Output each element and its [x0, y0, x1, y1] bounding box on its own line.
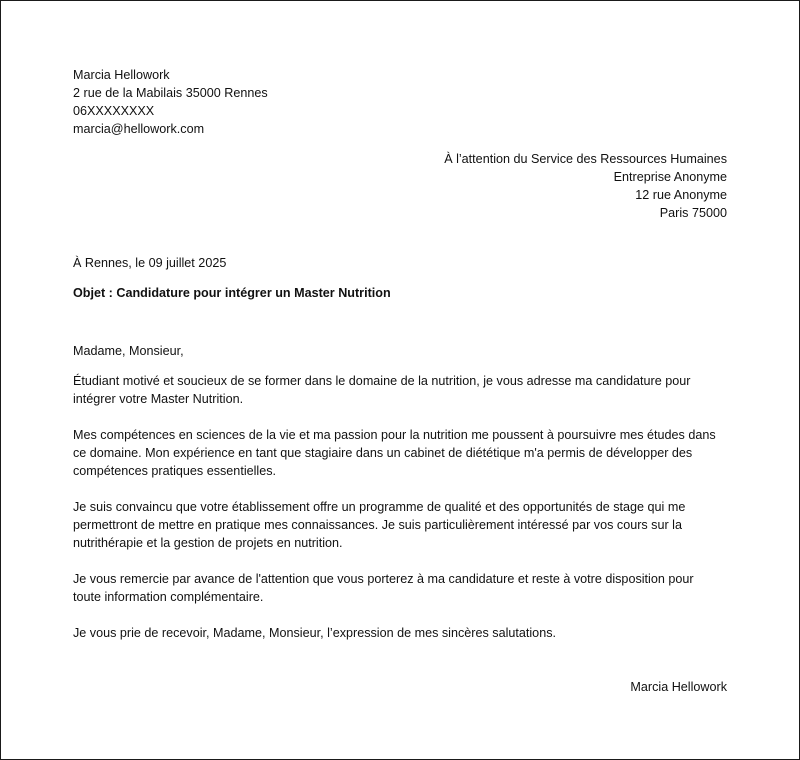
- closing-paragraph: [73, 624, 733, 642]
- sender-email: marcia@hellowork.com: [73, 122, 205, 136]
- paragraph-line: Je suis convaincu que votre établissement offre un programme de qualité et des opportunités de stage qui me: [73, 500, 686, 514]
- salutation: Madame, Monsieur,: [73, 344, 184, 358]
- paragraph-line: permettront de mettre en pratique mes connaissances. Je suis particulièrement intéressé par vos cours sur la: [73, 518, 682, 532]
- paragraph-line: Je vous prie de recevoir, Madame, Monsieur, l’expression de mes sincères salutations.: [73, 626, 556, 640]
- paragraph: [73, 372, 733, 408]
- sender-address: 2 rue de la Mabilais 35000 Rennes: [73, 86, 268, 100]
- recipient-block: [444, 150, 727, 222]
- paragraph: [73, 498, 733, 552]
- paragraph: [73, 570, 733, 606]
- subject-line: Objet : Candidature pour intégrer un Master Nutrition: [73, 286, 391, 300]
- recipient-city: Paris 75000: [659, 206, 727, 220]
- paragraph-line: compétences pratiques essentielles.: [73, 464, 277, 478]
- signature: Marcia Hellowork: [630, 680, 727, 694]
- paragraph-line: Étudiant motivé et soucieux de se former dans le domaine de la nutrition, je vous adresse ma candidature pour: [73, 374, 691, 388]
- sender-phone: 06XXXXXXXX: [73, 104, 155, 118]
- recipient-street: 12 rue Anonyme: [635, 188, 727, 202]
- recipient-company: Entreprise Anonyme: [613, 170, 727, 184]
- sender-block: [73, 66, 268, 138]
- recipient-attention: À l’attention du Service des Ressources Humaines: [444, 152, 727, 166]
- paragraph-line: ce domaine. Mon expérience en tant que stagiaire dans un cabinet de diététique m'a permis de développer des: [73, 446, 693, 460]
- paragraph-line: toute information complémentaire.: [73, 590, 264, 604]
- paragraph: [73, 426, 733, 480]
- paragraph-line: Je vous remercie par avance de l'attention que vous porterez à ma candidature et reste à votre disposition pour: [73, 572, 694, 586]
- paragraph-line: intégrer votre Master Nutrition.: [73, 392, 244, 406]
- paragraph-line: Mes compétences en sciences de la vie et ma passion pour la nutrition me poussent à poursuivre mes études dans: [73, 428, 716, 442]
- sender-name: Marcia Hellowork: [73, 68, 170, 82]
- paragraph-line: nutrithérapie et la gestion de projets en nutrition.: [73, 536, 343, 550]
- date-line: À Rennes, le 09 juillet 2025: [73, 256, 227, 270]
- letter-body: [73, 342, 733, 660]
